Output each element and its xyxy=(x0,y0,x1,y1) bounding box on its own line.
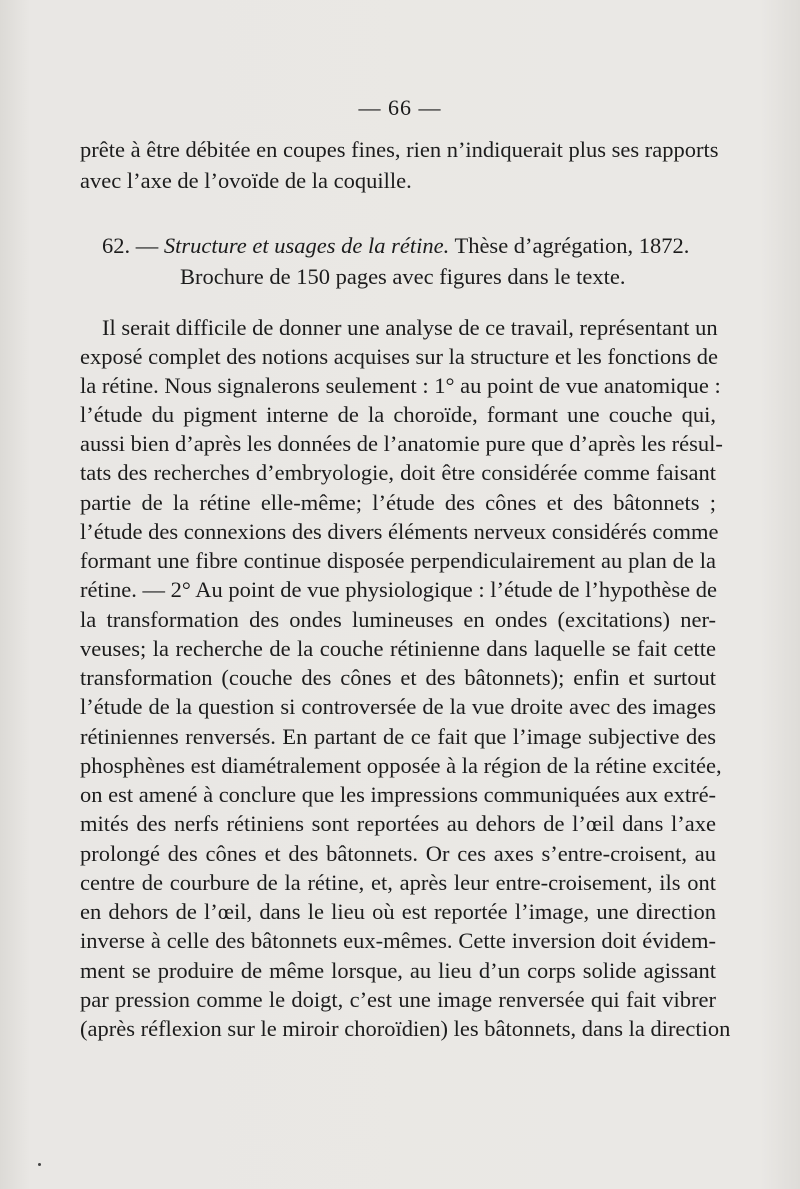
text-line: aussi bien d’après les données de l’anatomie pure que d’après les résul- xyxy=(80,431,723,456)
text-line: prolongé des cônes et des bâtonnets. Or ces axes s’entre-croisent, au xyxy=(80,841,716,866)
text-line: l’étude des connexions des divers éléments nerveux considérés comme xyxy=(80,519,719,544)
text-line: exposé complet des notions acquises sur la structure et les fonctions de xyxy=(80,344,718,369)
text-line: centre de courbure de la rétine, et, après leur entre-croisement, ils ont xyxy=(80,870,716,895)
entry-title: Structure et usages de la rétine. xyxy=(163,233,450,258)
text-line: rétine. — 2° Au point de vue physiologique : l’étude de l’hypothèse de xyxy=(80,577,717,602)
text-line: transformation (couche des cônes et des bâtonnets); enfin et surtout xyxy=(80,665,716,690)
text-line: la rétine. Nous signalerons seulement : 1° au point de vue anatomique : xyxy=(80,373,721,398)
text-line: tats des recherches d’embryologie, doit être considérée comme faisant xyxy=(80,460,716,485)
page-number: — 66 — xyxy=(358,95,442,120)
text-line: par pression comme le doigt, c’est une image renversée qui fait vibrer xyxy=(80,987,716,1012)
text-line: l’étude de la question si controversée de la vue droite avec des images xyxy=(80,694,716,719)
paper-speck xyxy=(38,1163,41,1166)
text-line: phosphènes est diamétralement opposée à la région de la rétine excitée, xyxy=(80,753,722,778)
text-line: (après réflexion sur le miroir choroïdien) les bâtonnets, dans la direction xyxy=(80,1016,731,1041)
text-line: rétiniennes renversés. En partant de ce fait que l’image subjective des xyxy=(80,724,716,749)
text-line: la transformation des ondes lumineuses en ondes (excitations) ner- xyxy=(80,607,716,632)
text-line: inverse à celle des bâtonnets eux-mêmes. Cette inversion doit évidem- xyxy=(80,928,716,953)
text-line: veuses; la recherche de la couche rétinienne dans laquelle se fait cette xyxy=(80,636,716,661)
entry-subtitle: Brochure de 150 pages avec figures dans le texte. xyxy=(180,264,626,289)
text-line: prête à être débitée en coupes fines, rien n’indiquerait plus ses rapports xyxy=(80,137,719,162)
text-line: mités des nerfs rétiniens sont reportées au dehors de l’œil dans l’axe xyxy=(80,811,716,836)
entry-number: 62. xyxy=(102,233,131,258)
text-line: formant une fibre continue disposée perpendiculairement au plan de la xyxy=(80,548,716,573)
text-line: avec l’axe de l’ovoïde de la coquille. xyxy=(80,168,412,193)
text-line: l’étude du pigment interne de la choroïde, formant une couche qui, xyxy=(80,402,716,427)
text-line: Il serait difficile de donner une analyse de ce travail, représentant un xyxy=(102,315,718,340)
entry-heading xyxy=(80,231,716,261)
text-line: ment se produire de même lorsque, au lieu d’un corps solide agissant xyxy=(80,958,716,983)
entry-dash: — xyxy=(135,233,159,258)
entry-thesis: Thèse d’agrégation, 1872. xyxy=(454,233,690,258)
text-line: partie de la rétine elle-même; l’étude des cônes et des bâtonnets ; xyxy=(80,490,716,515)
text-line: on est amené à conclure que les impressions communiquées aux extré- xyxy=(80,782,717,807)
text-line: en dehors de l’œil, dans le lieu où est reportée l’image, une direction xyxy=(80,899,716,924)
